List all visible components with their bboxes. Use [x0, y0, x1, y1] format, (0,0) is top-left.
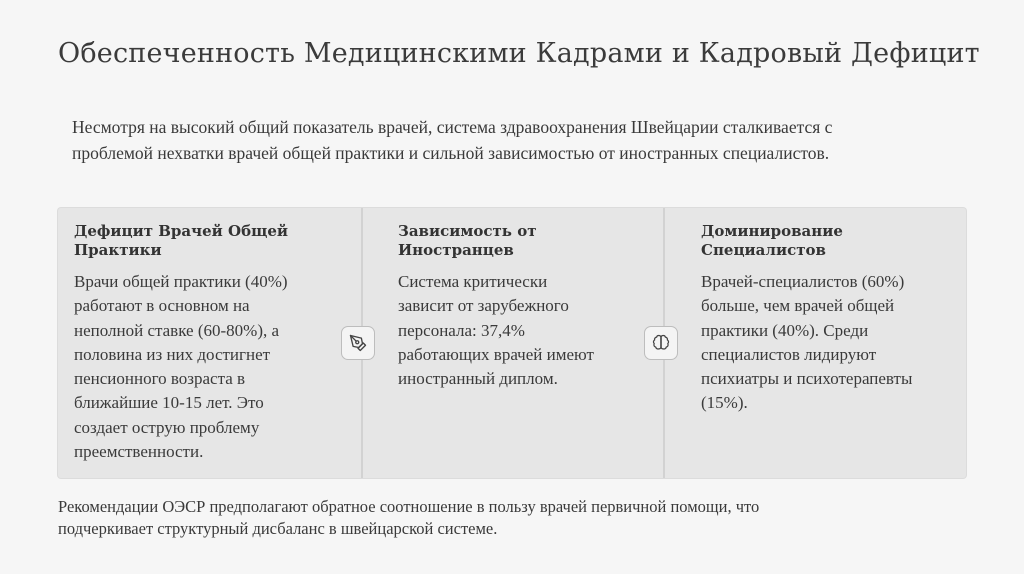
card-body — [398, 270, 653, 391]
card-title — [398, 222, 653, 260]
card-title-line: Зависимость от Иностранцев — [398, 222, 537, 259]
intro-line: проблемой нехватки врачей общей практики и сильной зависимостью от иностранных специалистов. — [72, 143, 830, 163]
card-body-line: преемственности. — [74, 442, 204, 462]
card-body-line: работающих врачей имеют — [398, 344, 594, 364]
card-body-line: создает острую проблему — [74, 417, 260, 437]
brain-icon — [644, 326, 678, 360]
card-body-line: половина из них достигнет — [74, 344, 271, 364]
card-body-line: иностранный диплом. — [398, 369, 558, 389]
card-title-line: Доминирование Специалистов — [701, 222, 843, 259]
card-body — [74, 270, 344, 464]
card-body-line: работают в основном на — [74, 296, 250, 316]
card-title-line: Практики — [74, 241, 162, 259]
footer-line: подчеркивает структурный дисбаланс в швейцарской системе. — [58, 519, 498, 538]
card-body-line: (15%). — [701, 393, 748, 413]
intro-paragraph — [72, 114, 932, 166]
card-body — [701, 270, 963, 416]
card-body-line: практики (40%). Среди — [701, 320, 869, 340]
card-specialist-dominance — [701, 222, 963, 416]
card-body-line: неполной ставке (60-80%), а — [74, 320, 280, 340]
card-body-line: Врачи общей практики (40%) — [74, 272, 288, 291]
card-body-line: Система критически — [398, 272, 548, 291]
pen-nib-icon — [341, 326, 375, 360]
cards-panel — [58, 208, 966, 478]
card-body-line: персонала: 37,4% — [398, 320, 525, 340]
card-body-line: психиатры и психотерапевты — [701, 369, 913, 389]
card-body-line: специалистов лидируют — [701, 344, 877, 364]
card-body-line: пенсионного возраста в — [74, 369, 246, 389]
footer-line: Рекомендации ОЭСР предполагают обратное соотношение в пользу врачей первичной помощи, что — [58, 497, 760, 516]
card-gp-shortage — [74, 222, 344, 464]
card-title — [701, 222, 963, 260]
card-body-line: зависит от зарубежного — [398, 296, 569, 316]
intro-line: Несмотря на высокий общий показатель врачей, система здравоохранения Швейцарии сталкивается с — [72, 117, 833, 137]
card-title — [74, 222, 344, 260]
slide-title: Обеспеченность Медицинскими Кадрами и Кадровый Дефицит — [58, 38, 980, 69]
card-title-line: Дефицит Врачей Общей — [74, 222, 288, 240]
card-foreign-dependence — [398, 222, 653, 391]
card-body-line: больше, чем врачей общей — [701, 296, 895, 316]
footer-paragraph — [58, 496, 938, 540]
card-body-line: ближайшие 10-15 лет. Это — [74, 393, 264, 413]
card-body-line: Врачей-специалистов (60%) — [701, 272, 905, 291]
